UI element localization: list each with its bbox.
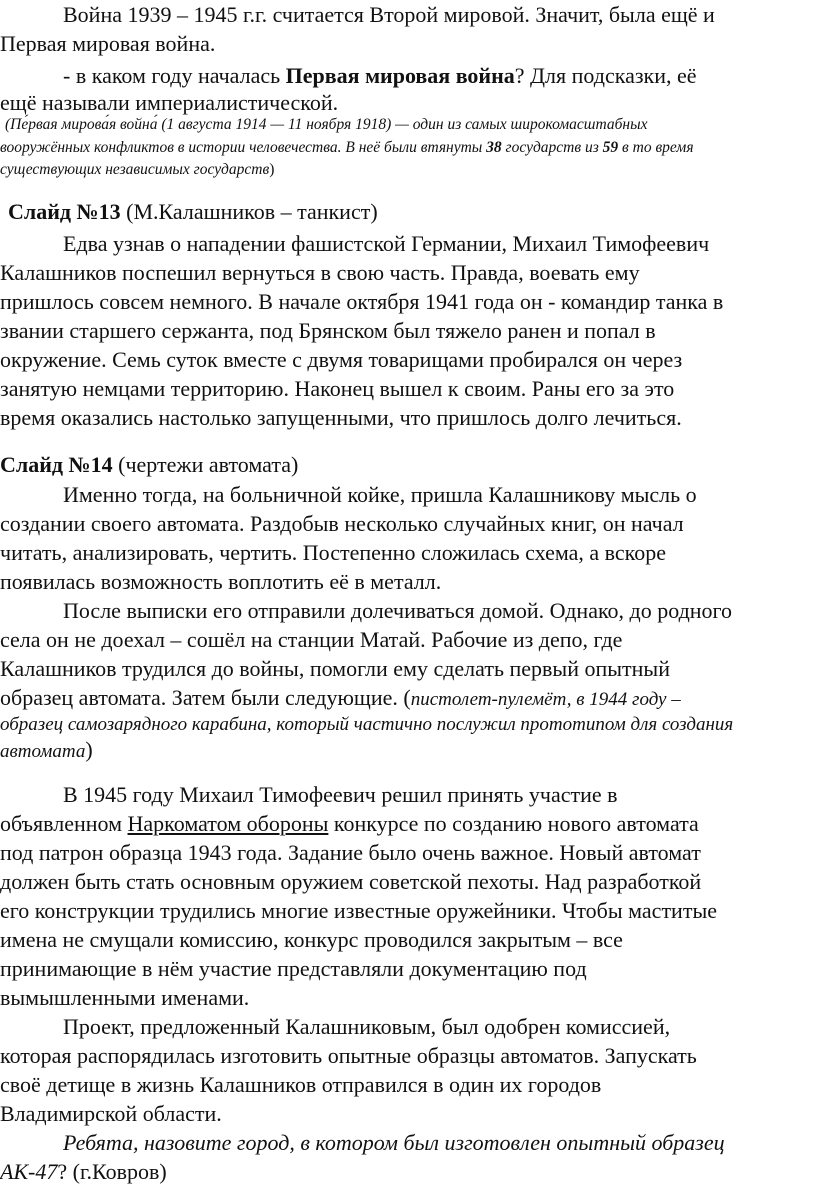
note-line xyxy=(0,138,694,158)
slide-subtitle: (М.Калашников – танкист) xyxy=(120,199,378,224)
paragraph-line: время оказались настолько запущенными, что пришлось долго лечиться. xyxy=(0,405,682,430)
question-line: Ребята, назовите город, в котором был изготовлен опытный образец xyxy=(63,1130,725,1155)
paragraph-line: В 1945 году Михаил Тимофеевич решил принять участие в xyxy=(63,782,618,807)
slide-heading xyxy=(8,199,378,225)
text-run: ) xyxy=(269,161,275,178)
question-line: ещё называли империалистической. xyxy=(0,90,339,115)
bold-number: 59 xyxy=(602,139,619,156)
paragraph-line: вымышленными именами. xyxy=(0,985,250,1010)
italic-text: пистолет-пулемёт, в 1944 году – xyxy=(410,689,681,710)
paragraph-line: окружение. Семь суток вместе с двумя товарищами пробирался он через xyxy=(0,347,683,372)
answer-text: ? (г.Ковров) xyxy=(57,1159,167,1184)
paragraph-line: имена не смущали комиссию, конкурс проводился закрытым – все xyxy=(0,927,623,952)
paragraph-line xyxy=(0,811,699,837)
paragraph-line: читать, анализировать, чертить. Постепенно сложилась схема, а вскоре xyxy=(0,540,667,565)
paragraph-line: его конструкции трудились многие известные оружейники. Чтобы маститые xyxy=(0,898,717,923)
question-line xyxy=(0,1159,167,1185)
paragraph-line: образец самозарядного карабина, который частично послужил прототипом для создания xyxy=(0,714,734,735)
text-run: в то время xyxy=(618,139,694,156)
paragraph-line: своё детище в жизнь Калашников отправился в один их городов xyxy=(0,1072,602,1097)
paragraph-line: Первая мировая война. xyxy=(0,31,216,56)
slide-subtitle: (чертежи автомата) xyxy=(112,452,299,477)
paragraph-line: Калашников трудился до войны, помогли ему сделать первый опытный xyxy=(0,656,670,681)
paragraph-line: звании старшего сержанта, под Брянском был тяжело ранен и попал в xyxy=(0,318,656,343)
text-run: объявленном xyxy=(0,811,128,836)
paragraph-line: принимающие в нём участие представляли документацию под xyxy=(0,956,587,981)
text-run: ) xyxy=(85,737,93,762)
paragraph-line: занятую немцами территорию. Наконец вышел к своим. Раны его за это xyxy=(0,376,675,401)
paragraph-line: Владимирской области. xyxy=(0,1101,222,1126)
slide-label: Слайд №14 xyxy=(0,452,113,477)
text-run: ? Для подсказки, её xyxy=(514,63,697,88)
paragraph-line: под патрон образца 1943 года. Задание было очень важное. Новый автомат xyxy=(0,840,701,865)
text-run: - в каком году началась xyxy=(63,63,286,88)
text-run: образец автомата. Затем были следующие. ( xyxy=(0,685,411,710)
bold-text: Первая мировая война xyxy=(285,63,515,88)
italic-text: автомата xyxy=(0,741,86,762)
note-line: (Пе́рвая мирова́я война́ (1 августа 1914 — 11 ноября 1918) — один из самых широкомасштабных xyxy=(5,116,648,133)
paragraph-line: села он не доехал – сошёл на станции Матай. Рабочие из депо, где xyxy=(0,627,623,652)
paragraph-line xyxy=(0,685,681,713)
paragraph-line: появилась возможность воплотить её в металл. xyxy=(0,569,442,594)
text-run: государств из xyxy=(501,139,603,156)
paragraph-line: Именно тогда, на больничной койке, пришла Калашникову мысль о xyxy=(63,482,697,507)
paragraph-line: Проект, предложенный Калашниковым, был одобрен комиссией, xyxy=(63,1014,671,1039)
paragraph-line: должен быть стать основным оружием советской пехоты. Над разработкой xyxy=(0,869,702,894)
paragraph-line: После выписки его отправили долечиваться домой. Однако, до родного xyxy=(63,598,733,623)
paragraph-line: пришлось совсем немного. В начале октября 1941 года он - командир танка в xyxy=(0,289,724,314)
narkomat-link[interactable]: Наркоматом обороны xyxy=(127,811,329,836)
paragraph-line xyxy=(0,737,93,765)
text-run: конкурсе по созданию нового автомата xyxy=(328,811,699,836)
italic-text: АК-47 xyxy=(0,1159,58,1184)
slide-label: Слайд №13 xyxy=(8,199,121,224)
paragraph-line: Война 1939 – 1945 г.г. считается Второй мировой. Значит, была ещё и xyxy=(63,2,715,27)
text-run: существующих независимых государств xyxy=(0,161,270,178)
paragraph-line: Едва узнав о нападении фашистской Германии, Михаил Тимофеевич xyxy=(63,231,710,256)
bold-number: 38 xyxy=(486,139,502,156)
question-line xyxy=(63,63,697,89)
paragraph-line: создании своего автомата. Раздобыв несколько случайных книг, он начал xyxy=(0,511,684,536)
slide-heading xyxy=(0,452,298,478)
text-run: вооружённых конфликтов в истории человечества. В неё были втянуты xyxy=(0,139,487,156)
paragraph-line: Калашников поспешил вернуться в свою часть. Правда, воевать ему xyxy=(0,260,640,285)
paragraph-line: которая распорядилась изготовить опытные образцы автоматов. Запускать xyxy=(0,1043,697,1068)
note-line xyxy=(0,160,274,180)
